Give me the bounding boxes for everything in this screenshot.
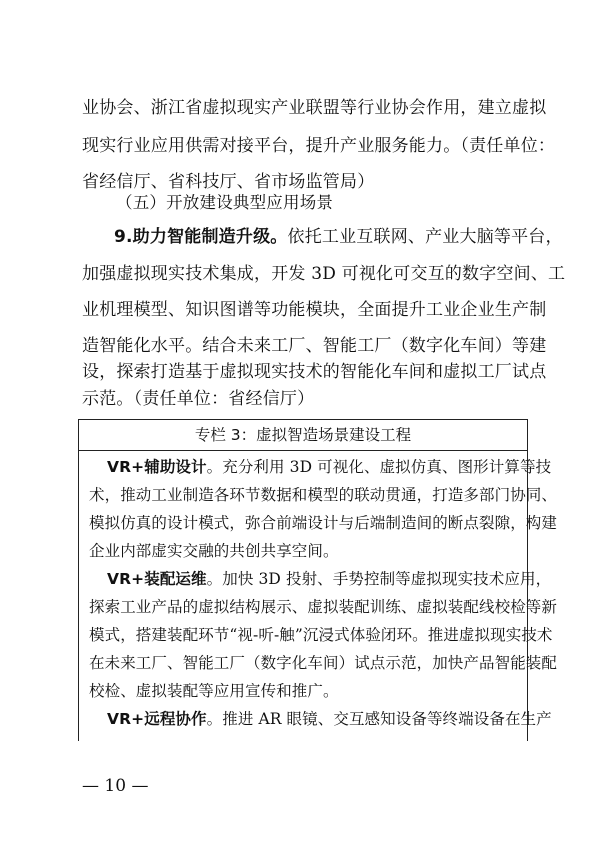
- page-number: — 10 —: [82, 776, 149, 796]
- box-line: [107, 458, 551, 476]
- box-line: 企业内部虚实交融的共创共享空间。: [89, 542, 339, 560]
- box-line: 术，推动工业制造各环节数据和模型的联动贯通，打造多部门协同、: [89, 486, 558, 504]
- box-line: [107, 570, 551, 588]
- box-line: 模拟仿真的设计模式，弥合前端设计与后端制造间的断点裂隙，构建: [89, 514, 558, 532]
- paragraph-line: 省经信厅、省科技厅、省市场监管局）: [82, 172, 375, 192]
- box-line: 校检、虚拟装配等应用宣传和推广。: [89, 682, 339, 700]
- paragraph-line: 设，探索打造基于虚拟现实技术的智能化车间和虚拟工厂试点: [82, 362, 547, 382]
- box-line: 模式，搭建装配环节“视-听-触”沉浸式体验闭环。推进虚拟现实技术: [89, 626, 553, 644]
- section-heading: （五）开放建设典型应用场景: [116, 193, 334, 212]
- column-box: [78, 419, 558, 741]
- paragraph-line: [114, 227, 563, 247]
- box-line: [107, 710, 552, 728]
- item-lead: VR+辅助设计: [107, 458, 207, 476]
- column-box-title: 专栏 3：虚拟智造场景建设工程: [194, 426, 412, 444]
- paragraph-lead: 9.助力智能制造升级。: [114, 227, 288, 247]
- box-line: 探索工业产品的虚拟结构展示、虚拟装配训练、虚拟装配线校检等新: [89, 598, 558, 616]
- item-text: 。推进 AR 眼镜、交互感知设备等终端设备在生产: [206, 710, 552, 728]
- paragraph-line: 示范。（责任单位：省经信厅）: [82, 389, 315, 409]
- paragraph-line: 业机理模型、知识图谱等功能模块，全面提升工业企业生产制: [82, 300, 547, 320]
- column-box-header: [79, 420, 527, 451]
- paragraph-line: 加强虚拟现实技术集成，开发 3D 可视化可交互的数字空间、工: [82, 264, 566, 284]
- item-lead: VR+装配运维: [107, 570, 207, 588]
- paragraph-line: 现实行业应用供需对接平台，提升产业服务能力。（责任单位：: [82, 136, 556, 156]
- paragraph-line: 造智能化水平。结合未来工厂、智能工厂（数字化车间）等建: [82, 336, 547, 356]
- item-text: 。充分利用 3D 可视化、虚拟仿真、图形计算等技: [206, 458, 552, 476]
- item-text: 。加快 3D 投射、手势控制等虚拟现实技术应用，: [206, 570, 552, 588]
- box-line: 在未来工厂、智能工厂（数字化车间）试点示范，加快产品智能装配: [89, 654, 558, 672]
- paragraph-text: 依托工业互联网、产业大脑等平台，: [287, 227, 563, 247]
- paragraph-line: 业协会、浙江省虚拟现实产业联盟等行业协会作用，建立虚拟: [82, 98, 547, 118]
- item-lead: VR+远程协作: [107, 710, 207, 728]
